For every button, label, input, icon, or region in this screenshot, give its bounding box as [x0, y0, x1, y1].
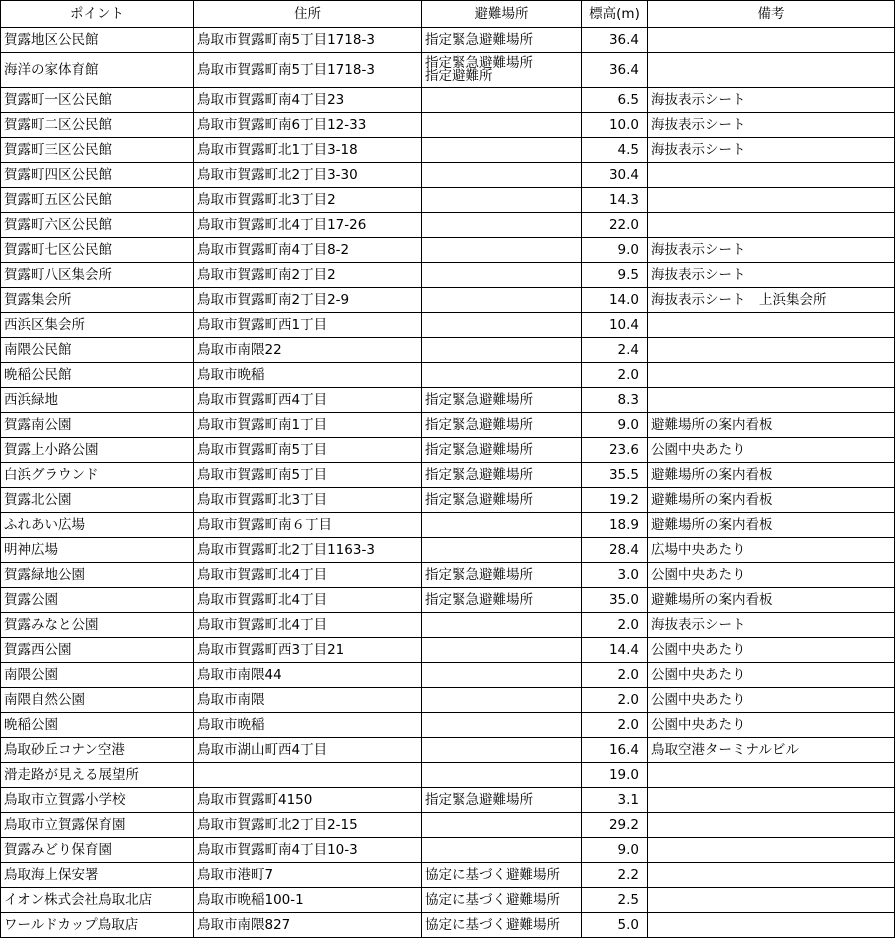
elevation-cell: 14.0: [582, 288, 648, 313]
address-cell: 鳥取市賀露町南5丁目: [194, 463, 422, 488]
table-row: [1, 313, 895, 338]
evacuation-site-cell: 指定緊急避難場所: [422, 388, 582, 413]
evacuation-site-cell: 指定緊急避難場所: [422, 28, 582, 53]
evacuation-site-cell: 協定に基づく避難場所: [422, 913, 582, 938]
elevation-cell: 19.2: [582, 488, 648, 513]
elevation-cell: 9.0: [582, 413, 648, 438]
point-cell: 賀露町六区公民館: [1, 213, 194, 238]
elevation-cell: 8.3: [582, 388, 648, 413]
elevation-cell: 4.5: [582, 138, 648, 163]
point-cell: 滑走路が見える展望所: [1, 763, 194, 788]
address-cell: 鳥取市賀露町4150: [194, 788, 422, 813]
address-cell: [194, 763, 422, 788]
point-cell: 賀露みどり保育園: [1, 838, 194, 863]
elevation-cell: 36.4: [582, 53, 648, 88]
remarks-cell: 海抜表示シート: [648, 263, 895, 288]
address-cell: 鳥取市賀露町北1丁目3-18: [194, 138, 422, 163]
point-cell: 晩稲公民館: [1, 363, 194, 388]
evacuation-site-cell: [422, 338, 582, 363]
point-cell: 賀露町三区公民館: [1, 138, 194, 163]
table-row: [1, 438, 895, 463]
table-row: [1, 763, 895, 788]
point-cell: 鳥取海上保安署: [1, 863, 194, 888]
table-row: [1, 663, 895, 688]
point-cell: 白浜グラウンド: [1, 463, 194, 488]
evacuation-site-cell: [422, 638, 582, 663]
elevation-cell: 14.3: [582, 188, 648, 213]
evacuation-site-cell: 指定緊急避難場所: [422, 463, 582, 488]
point-cell: 賀露集会所: [1, 288, 194, 313]
evacuation-site-cell: 指定緊急避難場所: [422, 488, 582, 513]
elevation-cell: 35.5: [582, 463, 648, 488]
point-cell: 賀露北公園: [1, 488, 194, 513]
table-row: [1, 688, 895, 713]
remarks-cell: [648, 888, 895, 913]
address-cell: 鳥取市港町7: [194, 863, 422, 888]
table-row: [1, 488, 895, 513]
table-row: [1, 738, 895, 763]
point-cell: 南隈公民館: [1, 338, 194, 363]
point-cell: 賀露町七区公民館: [1, 238, 194, 263]
address-cell: 鳥取市賀露町北2丁目3-30: [194, 163, 422, 188]
evacuation-site-cell: 指定緊急避難場所: [422, 413, 582, 438]
address-cell: 鳥取市晩稲: [194, 363, 422, 388]
elevation-cell: 36.4: [582, 28, 648, 53]
point-cell: 鳥取市立賀露保育園: [1, 813, 194, 838]
table-header: [1, 1, 895, 28]
remarks-cell: 避難場所の案内看板: [648, 463, 895, 488]
remarks-cell: 海抜表示シート 上浜集会所: [648, 288, 895, 313]
remarks-cell: [648, 313, 895, 338]
elevation-cell: 19.0: [582, 763, 648, 788]
evacuation-site-cell: 指定緊急避難場所: [422, 563, 582, 588]
column-header-remarks: 備考: [648, 1, 895, 28]
evacuation-site-cell: 指定緊急避難場所 指定避難所: [422, 53, 582, 88]
table-row: [1, 28, 895, 53]
remarks-cell: 公園中央あたり: [648, 663, 895, 688]
address-cell: 鳥取市湖山町西4丁目: [194, 738, 422, 763]
point-cell: 賀露町四区公民館: [1, 163, 194, 188]
address-cell: 鳥取市賀露町西4丁目: [194, 388, 422, 413]
address-cell: 鳥取市賀露町北4丁目: [194, 613, 422, 638]
address-cell: 鳥取市賀露町西3丁目21: [194, 638, 422, 663]
point-cell: 賀露町八区集会所: [1, 263, 194, 288]
table-body: [1, 28, 895, 938]
point-cell: 鳥取市立賀露小学校: [1, 788, 194, 813]
address-cell: 鳥取市賀露町北2丁目1163-3: [194, 538, 422, 563]
table-row: [1, 913, 895, 938]
elevation-cell: 14.4: [582, 638, 648, 663]
elevation-cell: 10.4: [582, 313, 648, 338]
address-cell: 鳥取市賀露町西1丁目: [194, 313, 422, 338]
evacuation-site-cell: [422, 688, 582, 713]
evacuation-site-cell: [422, 663, 582, 688]
point-cell: 賀露緑地公園: [1, 563, 194, 588]
evacuation-site-cell: [422, 188, 582, 213]
address-cell: 鳥取市賀露町南5丁目: [194, 438, 422, 463]
remarks-cell: 海抜表示シート: [648, 238, 895, 263]
address-cell: 鳥取市賀露町北4丁目: [194, 563, 422, 588]
remarks-cell: [648, 338, 895, 363]
address-cell: 鳥取市賀露町南2丁目2: [194, 263, 422, 288]
remarks-cell: 避難場所の案内看板: [648, 413, 895, 438]
evacuation-site-cell: 指定緊急避難場所: [422, 588, 582, 613]
elevation-cell: 30.4: [582, 163, 648, 188]
evacuation-site-cell: [422, 313, 582, 338]
evacuation-site-cell: 指定緊急避難場所: [422, 438, 582, 463]
elevation-cell: 3.1: [582, 788, 648, 813]
address-cell: 鳥取市賀露町北2丁目2-15: [194, 813, 422, 838]
elevation-cell: 2.0: [582, 613, 648, 638]
table-row: [1, 838, 895, 863]
table-row: [1, 288, 895, 313]
remarks-cell: [648, 213, 895, 238]
remarks-cell: [648, 863, 895, 888]
evacuation-site-cell: [422, 238, 582, 263]
table-row: [1, 53, 895, 88]
evacuation-site-cell: 協定に基づく避難場所: [422, 888, 582, 913]
point-cell: 賀露地区公民館: [1, 28, 194, 53]
elevation-cell: 10.0: [582, 113, 648, 138]
table-row: [1, 413, 895, 438]
address-cell: 鳥取市晩稲100-1: [194, 888, 422, 913]
evacuation-site-cell: 指定緊急避難場所: [422, 788, 582, 813]
evacuation-site-cell: [422, 213, 582, 238]
elevation-cell: 2.5: [582, 888, 648, 913]
point-cell: 賀露町五区公民館: [1, 188, 194, 213]
address-cell: 鳥取市賀露町南4丁目8-2: [194, 238, 422, 263]
remarks-cell: [648, 788, 895, 813]
table-row: [1, 463, 895, 488]
address-cell: 鳥取市賀露町南5丁目1718-3: [194, 28, 422, 53]
evacuation-site-cell: [422, 813, 582, 838]
table-row: [1, 363, 895, 388]
evacuation-site-cell: [422, 263, 582, 288]
table-row: [1, 113, 895, 138]
address-cell: 鳥取市賀露町北4丁目: [194, 588, 422, 613]
table-row: [1, 588, 895, 613]
evacuation-site-cell: [422, 513, 582, 538]
remarks-cell: [648, 188, 895, 213]
elevation-cell: 35.0: [582, 588, 648, 613]
elevation-cell: 22.0: [582, 213, 648, 238]
address-cell: 鳥取市賀露町南4丁目10-3: [194, 838, 422, 863]
elevation-cell: 9.0: [582, 838, 648, 863]
table-row: [1, 863, 895, 888]
address-cell: 鳥取市賀露町北3丁目2: [194, 188, 422, 213]
point-cell: 西浜区集会所: [1, 313, 194, 338]
point-cell: ワールドカップ鳥取店: [1, 913, 194, 938]
remarks-cell: 海抜表示シート: [648, 613, 895, 638]
evacuation-site-cell: [422, 713, 582, 738]
table-row: [1, 888, 895, 913]
address-cell: 鳥取市南隈44: [194, 663, 422, 688]
remarks-cell: [648, 53, 895, 88]
remarks-cell: 避難場所の案内看板: [648, 513, 895, 538]
remarks-cell: [648, 163, 895, 188]
elevation-cell: 5.0: [582, 913, 648, 938]
evacuation-site-cell: [422, 163, 582, 188]
remarks-cell: 鳥取空港ターミナルビル: [648, 738, 895, 763]
point-cell: 賀露公園: [1, 588, 194, 613]
remarks-cell: [648, 763, 895, 788]
table-row: [1, 88, 895, 113]
address-cell: 鳥取市賀露町南1丁目: [194, 413, 422, 438]
column-header-elevation: 標高(m): [582, 1, 648, 28]
remarks-cell: [648, 913, 895, 938]
elevation-cell: 18.9: [582, 513, 648, 538]
point-cell: 賀露西公園: [1, 638, 194, 663]
table-row: [1, 563, 895, 588]
elevation-cell: 16.4: [582, 738, 648, 763]
address-cell: 鳥取市賀露町南6丁目12-33: [194, 113, 422, 138]
remarks-cell: [648, 388, 895, 413]
elevation-cell: 23.6: [582, 438, 648, 463]
remarks-cell: 公園中央あたり: [648, 438, 895, 463]
elevation-cell: 2.4: [582, 338, 648, 363]
point-cell: 海洋の家体育館: [1, 53, 194, 88]
point-cell: 賀露町一区公民館: [1, 88, 194, 113]
evacuation-site-cell: [422, 88, 582, 113]
remarks-cell: 避難場所の案内看板: [648, 488, 895, 513]
elevation-cell: 9.0: [582, 238, 648, 263]
point-cell: 賀露上小路公園: [1, 438, 194, 463]
evacuation-site-cell: [422, 538, 582, 563]
point-cell: 明神広場: [1, 538, 194, 563]
table-row: [1, 263, 895, 288]
address-cell: 鳥取市賀露町南5丁目1718-3: [194, 53, 422, 88]
elevation-cell: 2.0: [582, 688, 648, 713]
point-cell: 賀露南公園: [1, 413, 194, 438]
point-cell: 晩稲公園: [1, 713, 194, 738]
elevation-cell: 2.2: [582, 863, 648, 888]
table-row: [1, 613, 895, 638]
remarks-cell: 海抜表示シート: [648, 113, 895, 138]
table-row: [1, 513, 895, 538]
table-row: [1, 813, 895, 838]
table-row: [1, 138, 895, 163]
table-row: [1, 338, 895, 363]
table-row: [1, 788, 895, 813]
remarks-cell: 公園中央あたり: [648, 638, 895, 663]
table-row: [1, 638, 895, 663]
column-header-point: ポイント: [1, 1, 194, 28]
elevation-cell: 2.0: [582, 713, 648, 738]
point-cell: 南隈公園: [1, 663, 194, 688]
evacuation-site-cell: [422, 838, 582, 863]
evacuation-site-cell: 協定に基づく避難場所: [422, 863, 582, 888]
point-cell: 南隈自然公園: [1, 688, 194, 713]
point-cell: 西浜緑地: [1, 388, 194, 413]
address-cell: 鳥取市賀露町南2丁目2-9: [194, 288, 422, 313]
elevation-cell: 28.4: [582, 538, 648, 563]
address-cell: 鳥取市晩稲: [194, 713, 422, 738]
remarks-cell: [648, 363, 895, 388]
elevation-cell: 6.5: [582, 88, 648, 113]
header-row: [1, 1, 895, 28]
remarks-cell: 公園中央あたり: [648, 563, 895, 588]
evacuation-site-cell: [422, 738, 582, 763]
evacuation-site-cell: [422, 113, 582, 138]
table-row: [1, 163, 895, 188]
remarks-cell: 広場中央あたり: [648, 538, 895, 563]
address-cell: 鳥取市賀露町南６丁目: [194, 513, 422, 538]
address-cell: 鳥取市南隈22: [194, 338, 422, 363]
point-cell: イオン株式会社鳥取北店: [1, 888, 194, 913]
address-cell: 鳥取市南隈: [194, 688, 422, 713]
address-cell: 鳥取市賀露町南4丁目23: [194, 88, 422, 113]
remarks-cell: [648, 28, 895, 53]
elevation-cell: 3.0: [582, 563, 648, 588]
evacuation-site-cell: [422, 288, 582, 313]
evacuation-site-cell: [422, 138, 582, 163]
point-cell: ふれあい広場: [1, 513, 194, 538]
column-header-evacuation-site: 避難場所: [422, 1, 582, 28]
elevation-cell: 2.0: [582, 663, 648, 688]
address-cell: 鳥取市賀露町北3丁目: [194, 488, 422, 513]
column-header-address: 住所: [194, 1, 422, 28]
point-cell: 賀露みなと公園: [1, 613, 194, 638]
table-row: [1, 713, 895, 738]
point-cell: 鳥取砂丘コナン空港: [1, 738, 194, 763]
table-row: [1, 213, 895, 238]
evacuation-site-cell: [422, 613, 582, 638]
remarks-cell: [648, 813, 895, 838]
remarks-cell: [648, 838, 895, 863]
point-cell: 賀露町二区公民館: [1, 113, 194, 138]
elevation-cell: 29.2: [582, 813, 648, 838]
address-cell: 鳥取市賀露町北4丁目17-26: [194, 213, 422, 238]
table-row: [1, 388, 895, 413]
remarks-cell: 海抜表示シート: [648, 88, 895, 113]
remarks-cell: 公園中央あたり: [648, 713, 895, 738]
address-cell: 鳥取市南隈827: [194, 913, 422, 938]
remarks-cell: 避難場所の案内看板: [648, 588, 895, 613]
table-row: [1, 538, 895, 563]
remarks-cell: 公園中央あたり: [648, 688, 895, 713]
elevation-cell: 2.0: [582, 363, 648, 388]
table-row: [1, 238, 895, 263]
evacuation-site-cell: [422, 763, 582, 788]
remarks-cell: 海抜表示シート: [648, 138, 895, 163]
evacuation-site-cell: [422, 363, 582, 388]
elevation-cell: 9.5: [582, 263, 648, 288]
table-row: [1, 188, 895, 213]
